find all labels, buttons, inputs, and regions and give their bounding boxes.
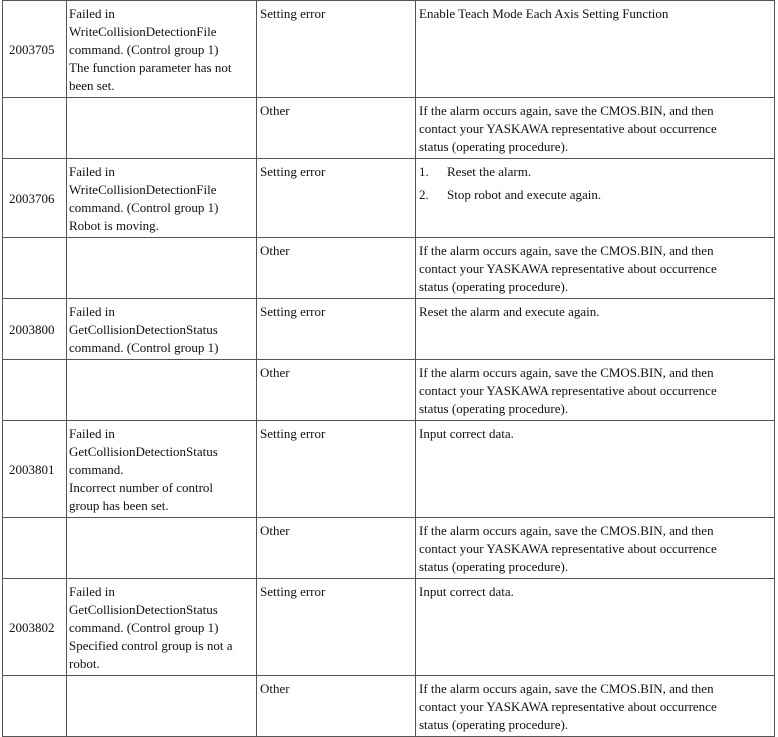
alarm-type: Setting error [257,1,416,98]
step-text: Reset the alarm. [447,164,532,179]
alarm-type: Other [257,238,416,299]
alarm-type: Other [257,360,416,421]
step-number: 2. [419,187,429,202]
table-row [3,518,775,579]
alarm-remedy: If the alarm occurs again, save the CMOS.BIN, and then contact your YASKAWA representative about occurrence status (operating procedure). [416,98,775,159]
table-row [3,238,775,299]
alarm-code: 2003802 [3,579,67,676]
alarm-type: Other [257,518,416,579]
alarm-remedy: If the alarm occurs again, save the CMOS.BIN, and then contact your YASKAWA representative about occurrence status (operating procedure). [416,676,775,737]
alarm-remedy: If the alarm occurs again, save the CMOS.BIN, and then contact your YASKAWA representative about occurrence status (operating procedure). [416,360,775,421]
alarm-code [3,98,67,159]
alarm-code: 2003705 [3,1,67,98]
remedy-step [419,186,772,204]
alarm-cause [67,98,257,159]
table-row [3,676,775,737]
alarm-remedy: Input correct data. [416,421,775,518]
table-row [3,1,775,98]
alarm-cause: Failed in GetCollisionDetectionStatus command. (Control group 1) Specified control group is not a robot. [67,579,257,676]
alarm-cause: Failed in GetCollisionDetectionStatus command. (Control group 1) [67,299,257,360]
alarm-type: Setting error [257,299,416,360]
table-row [3,421,775,518]
remedy-steps [419,163,772,204]
alarm-type: Other [257,98,416,159]
alarm-code: 2003706 [3,159,67,238]
alarm-remedy: If the alarm occurs again, save the CMOS.BIN, and then contact your YASKAWA representative about occurrence status (operating procedure). [416,238,775,299]
alarm-remedy: Input correct data. [416,579,775,676]
alarm-type: Other [257,676,416,737]
alarm-code [3,360,67,421]
alarm-type: Setting error [257,579,416,676]
alarm-cause: Failed in GetCollisionDetectionStatus command. Incorrect number of control group has been set. [67,421,257,518]
alarm-cause [67,518,257,579]
alarm-type: Setting error [257,421,416,518]
table-row [3,98,775,159]
alarm-code [3,518,67,579]
alarm-cause: Failed in WriteCollisionDetectionFile command. (Control group 1) The function parameter has not been set. [67,1,257,98]
alarm-cause [67,238,257,299]
alarm-type: Setting error [257,159,416,238]
table-row [3,159,775,238]
step-text: Stop robot and execute again. [447,187,602,202]
alarm-cause: Failed in WriteCollisionDetectionFile command. (Control group 1) Robot is moving. [67,159,257,238]
alarm-table [2,0,775,737]
table-row [3,579,775,676]
alarm-code [3,238,67,299]
table-row [3,360,775,421]
alarm-code [3,676,67,737]
alarm-remedy: Enable Teach Mode Each Axis Setting Function [416,1,775,98]
table-row [3,299,775,360]
alarm-cause [67,676,257,737]
alarm-cause [67,360,257,421]
step-number: 1. [419,164,429,179]
alarm-remedy: Reset the alarm and execute again. [416,299,775,360]
alarm-code: 2003800 [3,299,67,360]
remedy-step [419,163,772,181]
alarm-remedy: If the alarm occurs again, save the CMOS.BIN, and then contact your YASKAWA representative about occurrence status (operating procedure). [416,518,775,579]
alarm-remedy [416,159,775,238]
alarm-code: 2003801 [3,421,67,518]
